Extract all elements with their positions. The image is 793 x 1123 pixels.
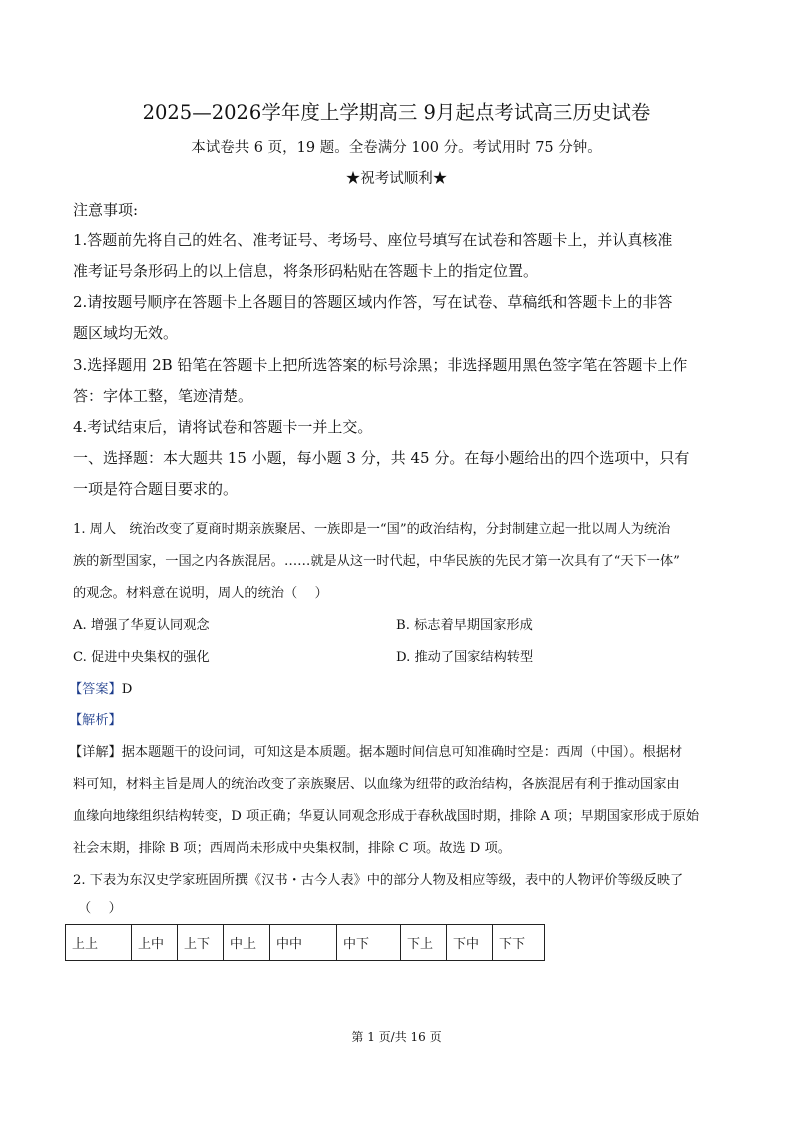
notes-line: 准考证号条形码上的以上信息，将条形码粘贴在答题卡上的指定位置。 [73, 262, 539, 280]
option-d: D. 推动了国家结构转型 [396, 650, 534, 665]
table-cell: 中中 [270, 925, 337, 961]
notes-line: 2.请按题号顺序在答题卡上各题目的答题区域内作答，写在试卷、草稿纸和答题卡上的非答 [73, 293, 673, 311]
question-2-stem: 2. 下表为东汉史学家班固所撰《汉书・古今人表》中的部分人物及相应等级，表中的人物评价等级反映了 [73, 873, 684, 888]
table-cell: 上下 [178, 925, 224, 961]
notes-line: 3.选择题用 2B 铅笔在答题卡上把所选答案的标号涂黑；非选择题用黑色签字笔在答题卡上作 [73, 356, 688, 374]
table-cell: 中下 [337, 925, 401, 961]
detail-text: 据本题题干的设问词，可知这是本质题。据本题时间信息可知准确时空是：西周（中国）。根据材 [121, 745, 683, 760]
option-c: C. 促进中央集权的强化 [73, 650, 210, 665]
answer-tag: 【答案】 [69, 682, 122, 697]
table-cell: 上中 [132, 925, 178, 961]
notes-line: 答：字体工整，笔迹清楚。 [73, 387, 254, 405]
notes-line: 题区域均无效。 [73, 324, 179, 342]
page-footer: 第 1 页/共 16 页 [351, 1030, 442, 1044]
rank-table [65, 924, 545, 961]
exam-wish: ★祝考试顺利★ [345, 171, 448, 187]
notes-line: 4.考试结束后，请将试卷和答题卡一并上交。 [73, 418, 373, 436]
question-1-stem: 1. 周人 统治改变了夏商时期亲族聚居、一族即是一“国”的政治结构，分封制建立起一批以周人为统治 [73, 522, 671, 537]
notes-heading: 注意事项: [73, 201, 139, 219]
table-cell: 中上 [224, 925, 270, 961]
table-cell: 下下 [493, 925, 545, 961]
table-cell: 上上 [66, 925, 132, 961]
analysis-tag: 【解析】 [69, 713, 122, 728]
option-a: A. 增强了华夏认同观念 [73, 618, 210, 633]
question-2-stem: （ ） [78, 901, 122, 916]
detail-line [69, 741, 682, 760]
question-1-stem: 族的新型国家，一国之内各族混居。……就是从这一时代起，中华民族的先民才第一次具有了“天下一体” [73, 554, 680, 569]
answer-value: D [121, 682, 133, 697]
section-heading: 一、选择题：本大题共 15 小题，每小题 3 分，共 45 分。在每小题给出的四个选项中，只有 [73, 449, 690, 467]
table-cell: 下中 [447, 925, 493, 961]
detail-line: 社会末期，排除 B 项；西周尚未形成中央集权制，排除 C 项。故选 D 项。 [73, 841, 511, 856]
answer-line [69, 678, 132, 697]
exam-subtitle: 本试卷共 6 页，19 题。全卷满分 100 分。考试用时 75 分钟。 [191, 140, 602, 156]
section-heading-cont: 一项是符合题目要求的。 [73, 480, 239, 498]
detail-line: 料可知，材料主旨是周人的统治改变了亲族聚居、以血缘为纽带的政治结构，各族混居有利于推动国家由 [73, 777, 680, 792]
option-b: B. 标志着早期国家形成 [396, 618, 533, 633]
detail-tag: 【详解】 [69, 745, 122, 760]
notes-line: 1.答题前先将自己的姓名、准考证号、考场号、座位号填写在试卷和答题卡上，并认真核准 [73, 231, 673, 249]
table-row [66, 925, 545, 961]
exam-title: 2025—2026学年度上学期高三 9月起点考试高三历史试卷 [142, 101, 651, 124]
question-1-stem: 的观念。材料意在说明，周人的统治（ ） [73, 586, 328, 601]
table-cell: 下上 [401, 925, 447, 961]
detail-line: 血缘向地缘组织结构转变，D 项正确；华夏认同观念形成于春秋战国时期，排除 A 项；早期国家形成于原始 [73, 809, 700, 824]
